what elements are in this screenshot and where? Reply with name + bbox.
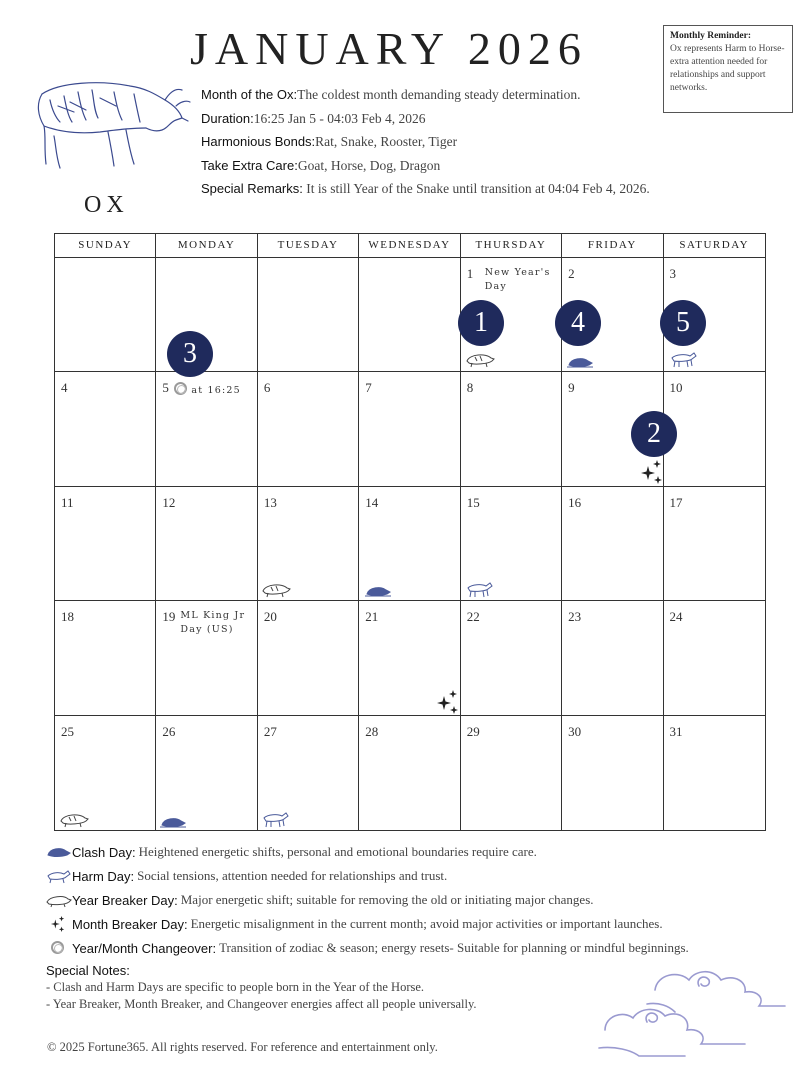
weekday-thursday: THURSDAY xyxy=(461,234,562,257)
day-number: 21 xyxy=(365,609,379,625)
info-row-month: Month of the Ox:The coldest month demanding steady determination. xyxy=(201,87,581,102)
weekday-tuesday: TUESDAY xyxy=(258,234,359,257)
day-number: 19 xyxy=(162,609,176,625)
info-row-care: Take Extra Care:Goat, Horse, Dog, Dragon xyxy=(201,157,441,173)
calendar-day-cell xyxy=(562,716,663,830)
calendar-day-cell xyxy=(156,601,257,714)
changeover-icon xyxy=(174,382,187,395)
clash-day-icon xyxy=(158,815,188,829)
day-number: 1 xyxy=(466,266,474,281)
year-breaker-icon xyxy=(58,810,90,828)
day-number: 14 xyxy=(365,494,379,510)
weekday-saturday: SATURDAY xyxy=(679,239,750,251)
calendar-day-cell xyxy=(461,372,562,485)
day-number: 30 xyxy=(568,723,582,739)
calendar-day-cell xyxy=(664,372,765,485)
calendar-day-cell xyxy=(562,487,663,600)
calendar-day-cell xyxy=(562,601,663,714)
notes-title: Special Notes: xyxy=(46,963,130,978)
info-row-bonds: Harmonious Bonds:Rat, Snake, Rooster, Tiger xyxy=(201,134,458,149)
month-info xyxy=(201,87,656,205)
changeover-icon-wrap xyxy=(44,940,72,956)
legend-year-breaker: Year Breaker Day: Major energetic shift; suitable for removing the old or initiating major changes. xyxy=(44,888,784,912)
day-number: 12 xyxy=(162,494,176,510)
changeover-icon xyxy=(51,941,64,954)
calendar-day-cell xyxy=(258,372,359,485)
day-number: 29 xyxy=(466,723,480,739)
month-breaker-icon xyxy=(641,460,663,484)
clash-day-icon xyxy=(44,844,72,860)
day-number: 18 xyxy=(61,609,74,625)
year-breaker-icon xyxy=(44,892,72,908)
day-number: 7 xyxy=(365,380,372,396)
weekday-sunday: SUNDAY xyxy=(55,234,156,257)
weekday-wednesday: WEDNESDAY xyxy=(359,234,460,257)
calendar-day-cell xyxy=(55,487,156,600)
calendar-week-row xyxy=(55,601,765,715)
cloud-decoration xyxy=(595,960,795,1060)
calendar-day-cell xyxy=(156,716,257,830)
legend xyxy=(44,840,784,960)
day-number: 25 xyxy=(61,723,74,739)
event-changeover xyxy=(174,380,248,398)
notes-line-2: - Year Breaker, Month Breaker, and Changeover energies affect all people universally. xyxy=(46,997,477,1011)
info-row-duration: Duration:16:25 Jan 5 - 04:03 Feb 4, 2026 xyxy=(201,110,426,126)
marker-circle-1: 1 xyxy=(458,300,504,346)
harm-day-icon xyxy=(464,580,494,598)
day-number: 27 xyxy=(263,723,277,739)
day-number: 16 xyxy=(568,494,582,510)
calendar-day-cell xyxy=(258,258,359,371)
clash-day-icon xyxy=(565,355,595,369)
day-number: 31 xyxy=(669,723,683,739)
day-number: 2 xyxy=(568,266,575,281)
month-breaker-icon xyxy=(437,690,459,714)
calendar-day-cell xyxy=(664,487,765,600)
day-number: 26 xyxy=(162,723,176,739)
calendar-week-row xyxy=(55,716,765,830)
marker-circle-3: 3 xyxy=(167,331,213,377)
day-number: 17 xyxy=(669,494,683,510)
legend-month-breaker: Month Breaker Day: Energetic misalignment in the current month; avoid major activities or important launches. xyxy=(44,912,784,936)
marker-circle-4: 4 xyxy=(555,300,601,346)
legend-changeover: Year/Month Changeover: Transition of zodiac & season; energy resets- Suitable for planning or mindful beginnings. xyxy=(44,936,784,960)
calendar-day-cell xyxy=(359,716,460,830)
event-new-years-day: New Year's Day xyxy=(484,267,551,292)
harm-day-icon xyxy=(260,810,290,828)
ox-illustration xyxy=(30,76,195,176)
day-number: 8 xyxy=(466,380,474,396)
info-row-remarks: Special Remarks: It is still Year of the Snake until transition at 04:04 Feb 4, 2026. xyxy=(201,181,650,196)
weekday-monday: MONDAY xyxy=(156,234,257,257)
calendar-day-cell xyxy=(156,487,257,600)
calendar-day-cell xyxy=(55,258,156,371)
calendar-day-cell xyxy=(664,601,765,714)
day-number: 15 xyxy=(466,494,480,510)
changeover-time: at 16:25 xyxy=(191,385,241,397)
day-number: 24 xyxy=(669,609,683,625)
day-number: 4 xyxy=(61,380,68,396)
calendar-weeks xyxy=(55,258,765,830)
day-number: 6 xyxy=(263,380,271,396)
calendar-day-cell xyxy=(156,372,257,485)
month-breaker-icon xyxy=(44,916,72,932)
day-number: 3 xyxy=(669,266,677,281)
weekday-header xyxy=(55,234,765,258)
day-number: 11 xyxy=(61,494,74,510)
notes-line-1: - Clash and Harm Days are specific to people born in the Year of the Horse. xyxy=(46,980,425,994)
marker-circle-2: 2 xyxy=(631,411,677,457)
year-breaker-icon xyxy=(260,580,292,598)
reminder-text: Ox represents Harm to Horse- extra attention needed for relationships and support networks. xyxy=(670,44,785,93)
calendar-day-cell xyxy=(55,372,156,485)
day-number: 20 xyxy=(263,609,277,625)
day-number: 13 xyxy=(263,494,277,510)
calendar-day-cell xyxy=(461,716,562,830)
day-number: 9 xyxy=(568,380,575,396)
calendar-day-cell xyxy=(359,372,460,485)
calendar-day-cell xyxy=(664,716,765,830)
calendar-day-cell xyxy=(461,601,562,714)
page-title: JANUARY 2026 xyxy=(190,23,588,74)
calendar-day-cell xyxy=(258,601,359,714)
year-breaker-icon xyxy=(464,350,496,368)
copyright-footer: © 2025 Fortune365. All rights reserved. For reference and entertainment only. xyxy=(47,1040,438,1054)
reminder-title: Monthly Reminder: xyxy=(670,31,752,41)
calendar-week-row xyxy=(55,487,765,601)
harm-day-icon xyxy=(44,868,72,884)
day-number: 28 xyxy=(365,723,379,739)
clash-day-icon xyxy=(363,584,393,598)
day-number: 10 xyxy=(669,380,683,396)
day-number: 23 xyxy=(568,609,582,625)
day-number: 22 xyxy=(466,609,480,625)
legend-harm: Harm Day: Social tensions, attention needed for relationships and trust. xyxy=(44,864,784,888)
monthly-reminder-box xyxy=(663,25,793,113)
day-number: 5 xyxy=(162,380,169,396)
weekday-friday: FRIDAY xyxy=(562,234,663,257)
special-notes xyxy=(46,962,606,1013)
calendar-week-row xyxy=(55,258,765,372)
calendar-day-cell xyxy=(55,601,156,714)
legend-clash: Clash Day: Heightened energetic shifts, personal and emotional boundaries require care. xyxy=(44,840,784,864)
harm-day-icon xyxy=(668,350,698,368)
marker-circle-5: 5 xyxy=(660,300,706,346)
calendar-day-cell xyxy=(359,258,460,371)
event-mlk-day: ML King Jr Day (US) xyxy=(180,610,246,636)
animal-label: OX xyxy=(84,192,129,218)
